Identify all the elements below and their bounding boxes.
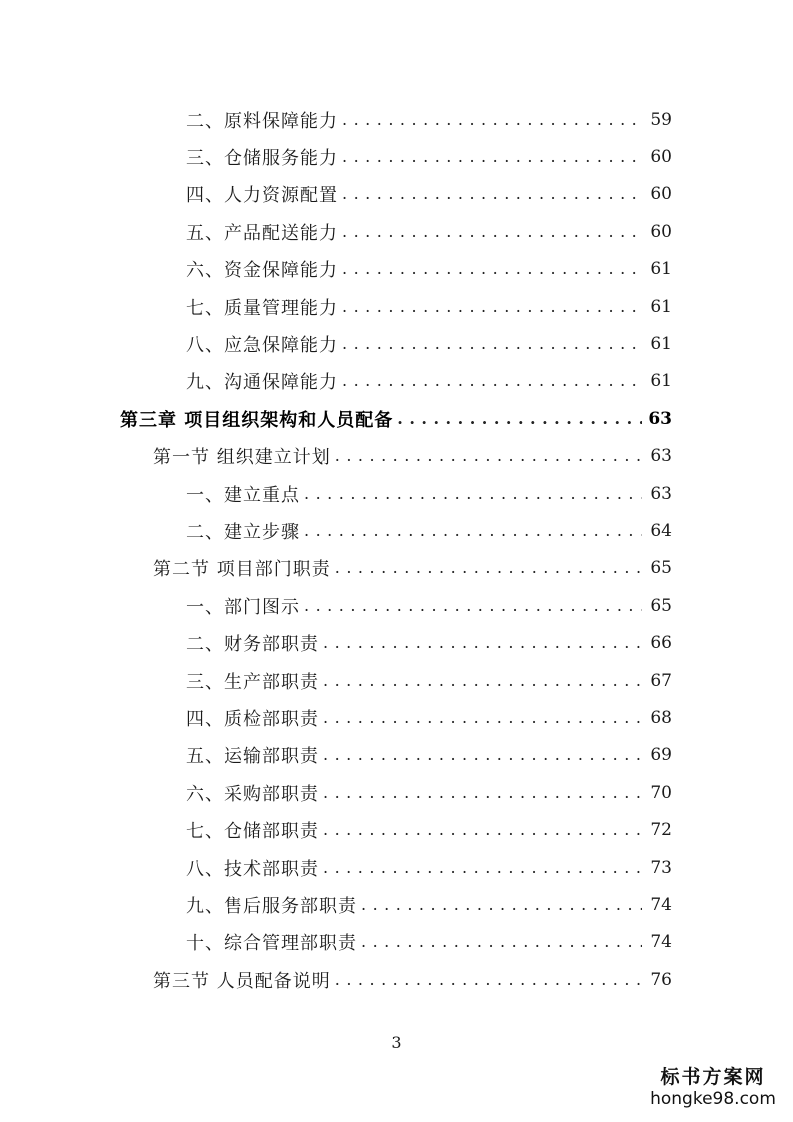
toc-entry-title: 五、产品配送能力 bbox=[186, 222, 338, 244]
toc-entry-page: 67 bbox=[650, 670, 672, 691]
toc-entry-page: 63 bbox=[648, 408, 672, 429]
toc-entry-title: 三、仓储服务能力 bbox=[186, 148, 338, 170]
toc-entry[interactable] bbox=[0, 662, 793, 699]
toc-entry-page: 72 bbox=[650, 820, 672, 841]
toc-entry-title: 五、运输部职责 bbox=[186, 746, 319, 768]
toc-leader-dots bbox=[397, 408, 642, 430]
toc-entry[interactable] bbox=[0, 587, 793, 624]
toc-entry-title: 六、资金保障能力 bbox=[186, 260, 338, 282]
toc-entry-title: 一、部门图示 bbox=[186, 596, 300, 618]
toc-leader-dots bbox=[361, 894, 642, 916]
toc-leader-dots bbox=[342, 333, 642, 355]
toc-entry[interactable] bbox=[0, 251, 793, 288]
toc-leader-dots bbox=[304, 483, 642, 505]
toc-entry-page: 63 bbox=[650, 483, 672, 504]
watermark-title: 标书方案网 bbox=[660, 1066, 766, 1088]
toc-entry-page: 59 bbox=[650, 109, 672, 130]
toc-entry-title: 九、售后服务部职责 bbox=[186, 895, 357, 917]
watermark-url: hongke98.com bbox=[650, 1089, 776, 1109]
toc-entry-page: 66 bbox=[650, 633, 672, 654]
toc-entry[interactable] bbox=[0, 138, 793, 175]
toc-entry-title: 第二节 项目部门职责 bbox=[153, 559, 331, 581]
toc-leader-dots bbox=[304, 520, 642, 542]
toc-entry-title: 二、原料保障能力 bbox=[186, 110, 338, 132]
toc-entry-title: 二、建立步骤 bbox=[186, 521, 300, 543]
toc-entry[interactable] bbox=[0, 213, 793, 250]
toc-leader-dots bbox=[304, 595, 642, 617]
toc-entry-page: 61 bbox=[650, 296, 672, 317]
toc-leader-dots bbox=[335, 445, 642, 467]
toc-entry[interactable] bbox=[0, 886, 793, 923]
toc-entry[interactable] bbox=[0, 737, 793, 774]
toc-leader-dots bbox=[342, 183, 642, 205]
toc-entry-page: 64 bbox=[650, 520, 672, 541]
toc-leader-dots bbox=[323, 782, 642, 804]
toc-entry-title: 第三章 项目组织架构和人员配备 bbox=[120, 409, 394, 431]
toc-entry[interactable] bbox=[0, 438, 793, 475]
toc-entry-page: 60 bbox=[650, 184, 672, 205]
toc-leader-dots bbox=[323, 857, 642, 879]
toc-entry-title: 八、应急保障能力 bbox=[186, 335, 338, 357]
toc-entry[interactable] bbox=[0, 811, 793, 848]
toc-entry-page: 70 bbox=[650, 782, 672, 803]
toc-entry-title: 第三节 人员配备说明 bbox=[153, 970, 331, 992]
toc-entry-title: 十、综合管理部职责 bbox=[186, 933, 357, 955]
toc-entry-page: 65 bbox=[650, 558, 672, 579]
toc-leader-dots bbox=[323, 670, 642, 692]
toc-leader-dots bbox=[342, 370, 642, 392]
toc-entry[interactable] bbox=[0, 475, 793, 512]
toc-entry[interactable] bbox=[0, 176, 793, 213]
toc-entry-title: 九、沟通保障能力 bbox=[186, 372, 338, 394]
watermark bbox=[638, 1066, 788, 1110]
toc-entry-title: 四、质检部职责 bbox=[186, 708, 319, 730]
toc-entry-title: 三、生产部职责 bbox=[186, 671, 319, 693]
toc-entry-page: 68 bbox=[650, 707, 672, 728]
toc-leader-dots bbox=[361, 931, 642, 953]
toc-entry[interactable] bbox=[0, 101, 793, 138]
toc-entry-page: 74 bbox=[650, 932, 672, 953]
toc-entry[interactable] bbox=[0, 624, 793, 661]
toc-entry-page: 69 bbox=[650, 745, 672, 766]
toc-entry-title: 七、仓储部职责 bbox=[186, 821, 319, 843]
toc-entry[interactable] bbox=[0, 363, 793, 400]
toc-entry[interactable] bbox=[0, 512, 793, 549]
toc-entry[interactable] bbox=[0, 699, 793, 736]
toc-leader-dots bbox=[323, 632, 642, 654]
toc-entry-title: 一、建立重点 bbox=[186, 484, 300, 506]
toc-leader-dots bbox=[342, 109, 642, 131]
toc-entry[interactable] bbox=[0, 325, 793, 362]
toc-entry[interactable] bbox=[0, 774, 793, 811]
toc-entry-page: 65 bbox=[650, 595, 672, 616]
toc-entry[interactable] bbox=[0, 400, 793, 437]
toc-entry-title: 七、质量管理能力 bbox=[186, 297, 338, 319]
table-of-contents bbox=[0, 101, 793, 998]
page-number: 3 bbox=[391, 1033, 402, 1052]
toc-entry-title: 二、财务部职责 bbox=[186, 634, 319, 656]
toc-entry-title: 六、采购部职责 bbox=[186, 783, 319, 805]
toc-entry-page: 73 bbox=[650, 857, 672, 878]
toc-leader-dots bbox=[342, 258, 642, 280]
toc-entry[interactable] bbox=[0, 550, 793, 587]
toc-entry-page: 61 bbox=[650, 371, 672, 392]
toc-leader-dots bbox=[342, 146, 642, 168]
toc-leader-dots bbox=[323, 819, 642, 841]
toc-entry[interactable] bbox=[0, 288, 793, 325]
toc-entry[interactable] bbox=[0, 849, 793, 886]
toc-leader-dots bbox=[323, 744, 642, 766]
toc-leader-dots bbox=[342, 296, 642, 318]
toc-entry-page: 61 bbox=[650, 334, 672, 355]
toc-entry[interactable] bbox=[0, 924, 793, 961]
toc-entry-page: 60 bbox=[650, 147, 672, 168]
toc-entry-page: 76 bbox=[650, 969, 672, 990]
toc-entry-page: 60 bbox=[650, 221, 672, 242]
toc-entry-page: 61 bbox=[650, 259, 672, 280]
toc-entry[interactable] bbox=[0, 961, 793, 998]
toc-entry-title: 四、人力资源配置 bbox=[186, 185, 338, 207]
toc-entry-title: 八、技术部职责 bbox=[186, 858, 319, 880]
toc-leader-dots bbox=[335, 969, 642, 991]
toc-leader-dots bbox=[335, 557, 642, 579]
toc-entry-page: 74 bbox=[650, 894, 672, 915]
toc-leader-dots bbox=[342, 221, 642, 243]
toc-entry-title: 第一节 组织建立计划 bbox=[153, 447, 331, 469]
toc-leader-dots bbox=[323, 707, 642, 729]
toc-entry-page: 63 bbox=[650, 446, 672, 467]
